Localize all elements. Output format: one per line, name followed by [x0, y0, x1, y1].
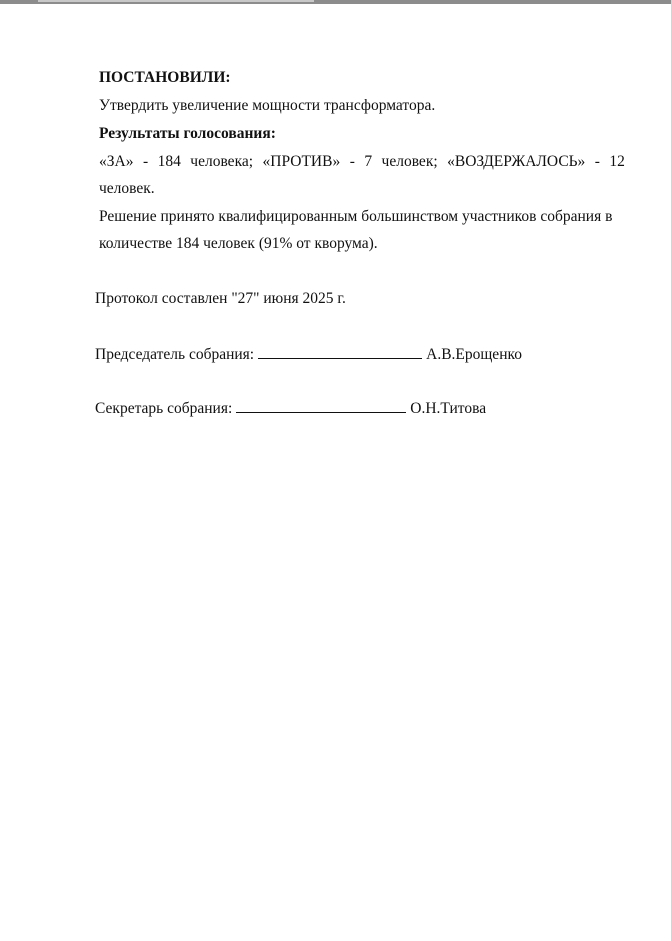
secretary-name: О.Н.Титова	[410, 400, 487, 417]
voting-word: «ЗА»	[99, 153, 134, 170]
chair-signature-row	[95, 344, 522, 365]
voting-word: 7	[364, 153, 373, 170]
secretary-label: Секретарь собрания:	[95, 400, 233, 417]
voting-results-line-1	[99, 152, 625, 172]
voting-word: 184	[157, 153, 181, 170]
top-border-highlight	[38, 0, 314, 2]
chair-name: А.В.Ерощенко	[426, 346, 522, 363]
voting-heading: Результаты голосования:	[99, 125, 276, 142]
decision-result-line-2: количестве 184 человек (91% от кворума).	[99, 235, 378, 252]
secretary-signature-row	[95, 398, 486, 419]
chair-label: Председатель собрания:	[95, 346, 255, 363]
voting-word: «ВОЗДЕРЖАЛОСЬ»	[447, 153, 586, 170]
voting-word: 12	[609, 153, 625, 170]
voting-word: -	[349, 153, 355, 170]
voting-word: человека;	[190, 153, 254, 170]
voting-word: «ПРОТИВ»	[262, 153, 341, 170]
decision-text: Утвердить увеличение мощности трансформатора.	[99, 97, 436, 114]
voting-word: -	[142, 153, 149, 170]
decision-result-line-1: Решение принято квалифицированным большинством участников собрания в	[99, 208, 613, 225]
voting-word: человек;	[381, 153, 438, 170]
voting-word: -	[594, 153, 600, 170]
decision-heading: ПОСТАНОВИЛИ:	[99, 69, 231, 86]
protocol-compiled-date: Протокол составлен "27" июня 2025 г.	[95, 290, 346, 307]
voting-results-parts	[99, 152, 625, 172]
chair-signature-line	[258, 344, 422, 359]
secretary-signature-line	[236, 398, 406, 413]
voting-results-line-2: человек.	[99, 180, 155, 197]
